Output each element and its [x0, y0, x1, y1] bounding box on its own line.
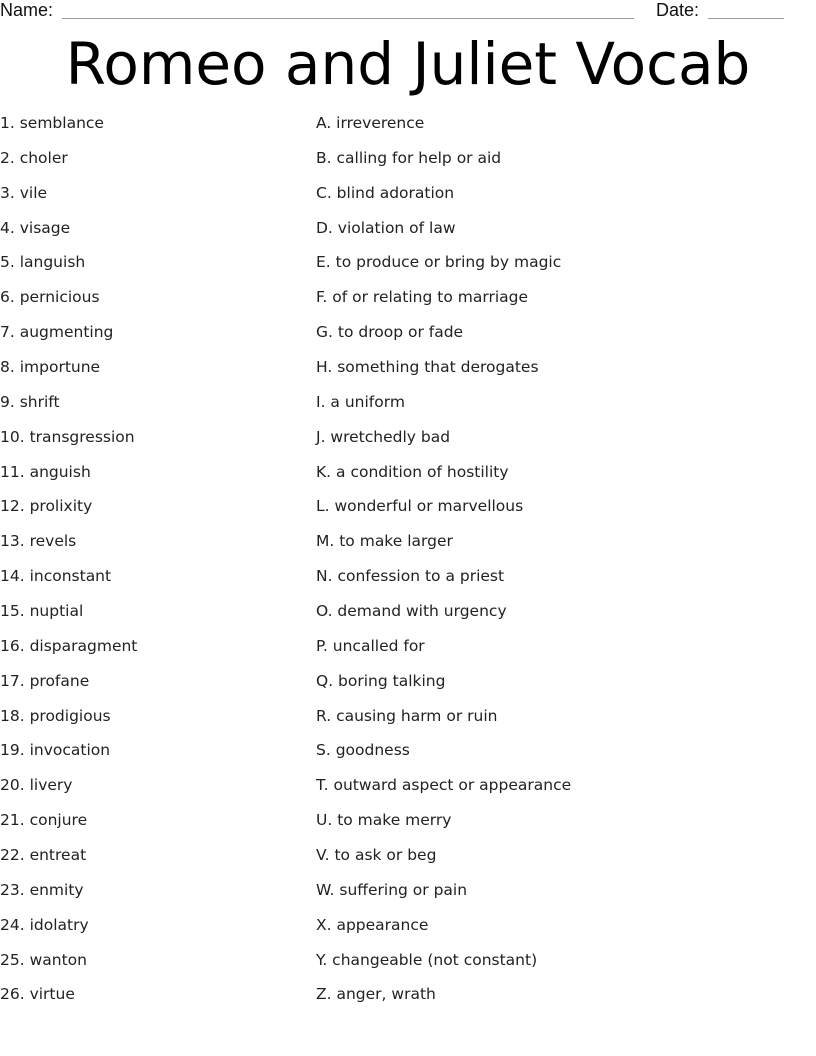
definition-item: D. violation of law — [316, 218, 456, 237]
worksheet-header — [0, 0, 816, 22]
vocab-word-item: 12. prolixity — [0, 497, 93, 516]
definition-item: B. calling for help or aid — [316, 148, 502, 167]
vocab-word-item: 4. visage — [0, 218, 71, 237]
definition-list — [316, 110, 796, 1016]
definition-item: P. uncalled for — [316, 636, 425, 655]
definition-item: S. goodness — [316, 741, 410, 760]
vocab-word-item: 2. choler — [0, 148, 68, 167]
definition-item: Q. boring talking — [316, 671, 446, 690]
vocab-word-item: 20. livery — [0, 776, 73, 795]
definition-item: U. to make merry — [316, 811, 452, 830]
vocab-word-item: 7. augmenting — [0, 323, 114, 342]
vocab-word-item: 14. inconstant — [0, 567, 112, 586]
vocab-word-item: 15. nuptial — [0, 602, 84, 621]
vocab-word-item: 9. shrift — [0, 392, 60, 411]
definition-item: N. confession to a priest — [316, 567, 505, 586]
definition-item: Y. changeable (not constant) — [316, 950, 538, 969]
vocab-word-item: 16. disparagment — [0, 636, 138, 655]
definition-item: E. to produce or bring by magic — [316, 253, 562, 272]
vocab-word-item: 19. invocation — [0, 741, 111, 760]
vocab-word-item: 6. pernicious — [0, 288, 100, 307]
definition-item: L. wonderful or marvellous — [316, 497, 524, 516]
vocab-word-item: 3. vile — [0, 183, 48, 202]
vocab-word-item: 18. prodigious — [0, 706, 111, 725]
definition-item: R. causing harm or ruin — [316, 706, 498, 725]
definition-item: F. of or relating to marriage — [316, 288, 529, 307]
worksheet-title: Romeo and Juliet Vocab — [65, 30, 751, 98]
definition-item: W. suffering or pain — [316, 880, 468, 899]
vocab-word-item: 11. anguish — [0, 462, 91, 481]
vocab-word-item: 24. idolatry — [0, 915, 89, 934]
date-label: Date: — [656, 0, 700, 20]
vocab-word-item: 10. transgression — [0, 427, 135, 446]
definition-item: H. something that derogates — [316, 358, 539, 377]
definition-item: C. blind adoration — [316, 183, 455, 202]
vocab-word-item: 21. conjure — [0, 811, 88, 830]
definition-item: K. a condition of hostility — [316, 462, 509, 481]
definition-item: A. irreverence — [316, 114, 425, 132]
vocab-word-list — [0, 110, 300, 1016]
vocab-word-item: 17. profane — [0, 671, 90, 690]
vocab-word-item: 23. enmity — [0, 880, 84, 899]
vocab-word-item: 26. virtue — [0, 985, 75, 1004]
definition-item: M. to make larger — [316, 532, 453, 551]
vocab-word-item: 1. semblance — [0, 114, 104, 132]
definition-item: X. appearance — [316, 915, 429, 934]
definition-item: J. wretchedly bad — [316, 427, 451, 446]
vocab-word-item: 13. revels — [0, 532, 77, 551]
name-blank-line — [62, 18, 634, 19]
definition-item: O. demand with urgency — [316, 602, 507, 621]
vocab-word-item: 25. wanton — [0, 950, 87, 969]
vocab-word-item: 5. languish — [0, 253, 86, 272]
vocab-word-item: 22. entreat — [0, 846, 87, 865]
definition-item: Z. anger, wrath — [316, 985, 436, 1004]
vocab-word-item: 8. importune — [0, 358, 101, 377]
definition-item: I. a uniform — [316, 392, 405, 411]
definition-item: T. outward aspect or appearance — [316, 776, 572, 795]
definition-item: V. to ask or beg — [316, 846, 437, 865]
date-blank-line — [708, 18, 784, 19]
name-label: Name: — [0, 0, 54, 20]
definition-item: G. to droop or fade — [316, 323, 464, 342]
